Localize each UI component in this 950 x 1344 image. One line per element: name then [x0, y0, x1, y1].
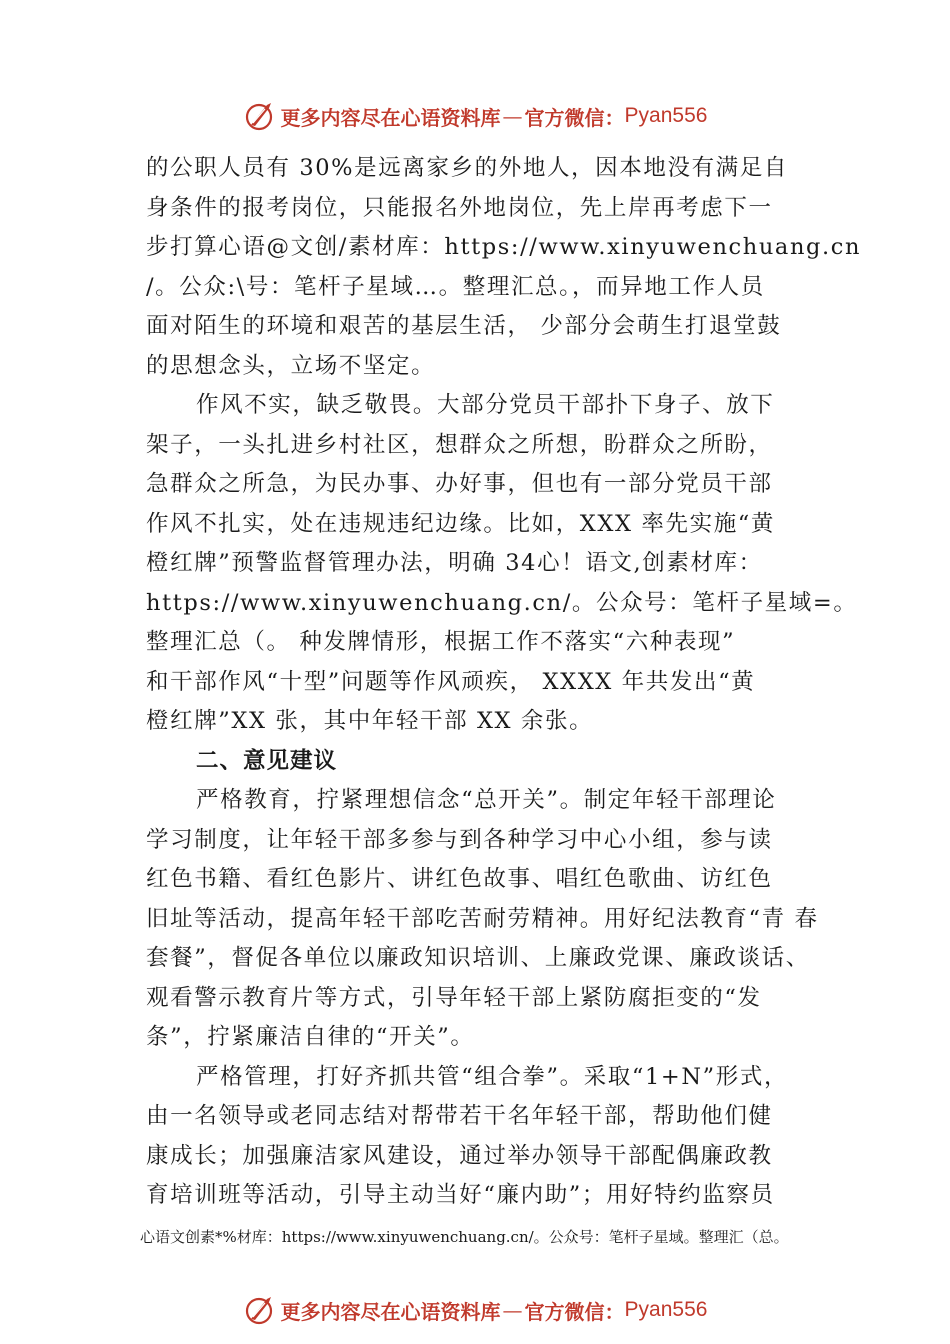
banner-text: 更多内容尽在心语资料库 — [280, 105, 501, 130]
banner-wechat-label: 官方微信： — [524, 1299, 625, 1324]
text-line: 的公职人员有 30%是远离家乡的外地人，因本地没有满足自 — [146, 155, 788, 181]
text-line: 观看警示教育片等方式，引导年轻干部上紧防腐拒变的“发 — [146, 984, 762, 1011]
banner-wechat-id: Pyan556 — [624, 1298, 708, 1321]
banner-wechat-label: 官方微信： — [524, 105, 625, 130]
banner-separator: — — [502, 104, 523, 128]
text-line: 急群众之所急，为民办事、办好事，但也有一部分党员干部 — [146, 471, 773, 497]
footer-banner — [0, 1290, 950, 1330]
text-line: 橙红牌”预警监督管理办法，明确 34心！语文,创素材库： — [146, 550, 763, 576]
document-body — [146, 149, 862, 1216]
banner-wechat-id: Pyan556 — [624, 104, 708, 127]
text-line: 的思想念头，立场不坚定。 — [146, 352, 436, 379]
text-line: 套餐”，督促各单位以廉政知识培训、上廉政党课、廉政谈话、 — [146, 945, 810, 971]
text-line: 学习制度，让年轻干部多参与到各种学习中心小组，参与读 — [146, 826, 773, 853]
text-line: 架子，一头扎进乡村社区，想群众之所想，盼群众之所盼， — [146, 431, 773, 458]
paragraph-start: 严格管理，打好齐抓共管“组合拳”。采取“1+N”形式， — [196, 1063, 789, 1090]
text-line: 和干部作风“十型”问题等作风顽疾， XXXX 年共发出“黄 — [146, 668, 756, 695]
paragraph-start: 作风不实，缺乏敬畏。大部分党员干部扑下身子、放下 — [196, 392, 775, 418]
text-line: 育培训班等活动，引导主动当好“廉内助”；用好特约监察员 — [146, 1182, 775, 1208]
text-line: 由一名领导或老同志结对帮带若干名年轻干部，帮助他们健 — [146, 1103, 773, 1129]
banner-text: 更多内容尽在心语资料库 — [280, 1299, 501, 1324]
text-line: 条”，拧紧廉洁自律的“开关”。 — [146, 1024, 475, 1050]
paragraph-start: 严格教育，拧紧理想信念“总开关”。制定年轻干部理论 — [196, 787, 777, 813]
quill-pen-circle-icon — [243, 1293, 277, 1327]
text-line: 步打算心语@文创/素材库：https://www.xinyuwenchuang.cn — [146, 234, 862, 260]
text-line: 面对陌生的环境和艰苦的基层生活， 少部分会萌生打退堂鼓 — [146, 313, 782, 339]
text-line: 橙红牌”XX 张，其中年轻干部 XX 余张。 — [146, 708, 594, 734]
text-line: 旧址等活动，提高年轻干部吃苦耐劳精神。用好纪法教育“青 春 — [146, 905, 819, 932]
text-line: 康成长；加强廉洁家风建设，通过举办领导干部配偶廉政教 — [146, 1142, 773, 1169]
text-line: 身条件的报考岗位，只能报名外地岗位，先上岸再考虑下一 — [146, 194, 773, 221]
footer-note: 心语文创素*%材库：https://www.xinyuwenchuang.cn/。公众号：笔杆子星域。整理汇（总。 — [140, 1228, 789, 1246]
text-line: https://www.xinyuwenchuang.cn/。公众号：笔杆子星域=。 — [146, 589, 858, 616]
text-line: 整理汇总（。 种发牌情形，根据工作不落实“六种表现” — [146, 629, 736, 655]
text-line: 作风不扎实，处在违规违纪边缘。比如，XXX 率先实施“黄 — [146, 510, 776, 537]
text-line: /。公众:\号：笔杆子星域…。整理汇总。，而异地工作人员 — [146, 273, 765, 300]
quill-pen-circle-icon — [243, 99, 277, 133]
text-line: 红色书籍、看红色影片、讲红色故事、唱红色歌曲、访红色 — [146, 866, 773, 892]
banner-separator: — — [502, 1298, 523, 1322]
section-heading: 二、意见建议 — [196, 747, 338, 774]
header-banner — [0, 96, 950, 136]
